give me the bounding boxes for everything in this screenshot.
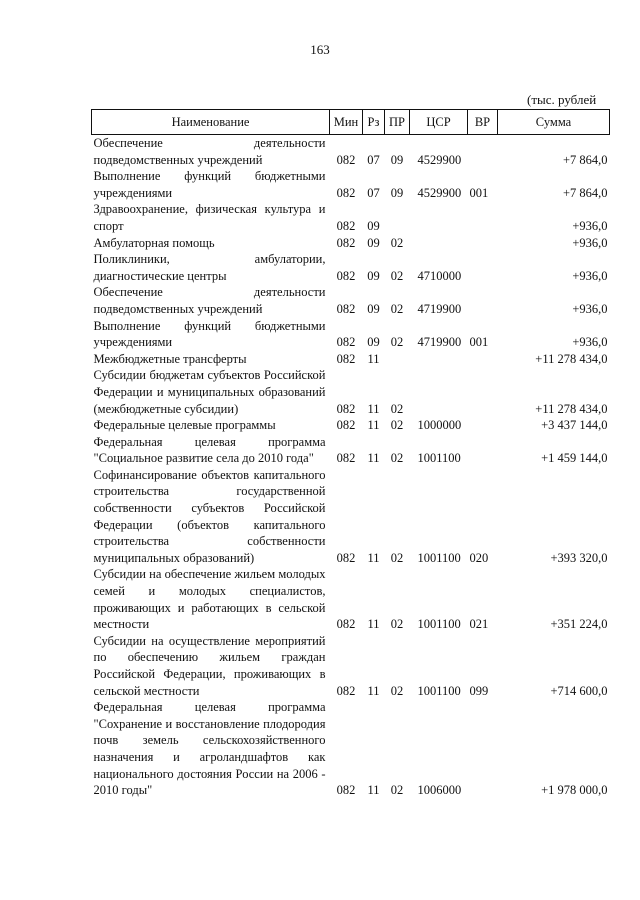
row-name: Субсидии бюджетам субъектов Российской Федерации и муниципальных образований (межбюджетные субсидии)	[93, 368, 326, 416]
table-row	[92, 467, 610, 567]
row-vr	[468, 284, 498, 317]
table-row	[92, 566, 610, 632]
header-vr: ВР	[468, 110, 498, 135]
row-csr: 4529900	[417, 185, 462, 200]
row-vr	[468, 351, 498, 368]
row-name: Выполнение функций бюджетными учреждениями	[93, 318, 326, 350]
row-name: Выполнение функций бюджетными учреждениями	[93, 169, 326, 200]
row-sum: +936,0	[572, 335, 608, 350]
row-rz: 11	[367, 351, 380, 366]
row-csr: 1001100	[417, 617, 461, 632]
row-pr: 09	[390, 185, 404, 200]
row-rz: 09	[367, 301, 380, 316]
row-name: Субсидии на обеспечение жильем молодых семей и молодых специалистов, проживающих и работающих в сельской местности	[93, 567, 326, 632]
table-row	[92, 434, 610, 467]
row-rz: 11	[367, 617, 380, 632]
table-row	[92, 633, 610, 699]
row-csr: 1001100	[417, 683, 461, 698]
row-sum: +936,0	[572, 235, 608, 250]
row-vr: 099	[469, 683, 489, 698]
row-sum: +11 278 434,0	[535, 351, 608, 366]
header-name: Наименование	[92, 110, 330, 135]
table-row	[92, 417, 610, 434]
row-pr: 02	[390, 418, 404, 433]
row-csr: 4719900	[417, 301, 462, 316]
row-sum: +936,0	[572, 218, 608, 233]
row-min: 082	[336, 617, 356, 632]
row-name: Межбюджетные трансферты	[93, 351, 247, 366]
row-rz: 11	[367, 550, 380, 565]
row-pr: 02	[390, 550, 404, 565]
row-csr: 1006000	[417, 783, 462, 798]
row-sum: +1 459 144,0	[541, 451, 608, 466]
row-vr	[468, 201, 498, 234]
row-name: Амбулаторная помощь	[93, 235, 215, 250]
row-min: 082	[336, 783, 356, 798]
header-csr: ЦСР	[410, 110, 468, 135]
row-sum: +7 864,0	[562, 185, 608, 200]
row-vr: 001	[469, 185, 489, 200]
row-rz: 11	[367, 683, 380, 698]
row-sum: +3 437 144,0	[541, 418, 608, 433]
table-body	[92, 135, 610, 799]
row-rz: 11	[367, 418, 380, 433]
page-number: 163	[310, 42, 330, 57]
row-pr: 02	[390, 451, 404, 466]
header-rz: Рз	[363, 110, 385, 135]
row-min: 082	[336, 683, 356, 698]
row-min: 082	[336, 218, 356, 233]
row-pr: 02	[390, 235, 404, 250]
row-sum: +1 978 000,0	[541, 783, 608, 798]
header-min: Мин	[330, 110, 363, 135]
table-row	[92, 135, 610, 169]
row-pr	[385, 351, 410, 368]
row-pr: 02	[390, 617, 404, 632]
row-pr: 02	[390, 401, 404, 416]
table-row	[92, 318, 610, 351]
table-header-row	[92, 110, 610, 135]
row-csr: 4719900	[417, 335, 462, 350]
budget-table	[91, 109, 610, 799]
row-vr	[468, 251, 498, 284]
row-name: Обеспечение деятельности подведомственных учреждений	[93, 285, 326, 316]
row-rz: 11	[367, 783, 380, 798]
row-vr: 020	[469, 550, 489, 565]
row-sum: +11 278 434,0	[535, 401, 608, 416]
row-sum: +936,0	[572, 301, 608, 316]
row-vr	[468, 699, 498, 799]
row-sum: +714 600,0	[550, 683, 608, 698]
row-csr: 1001100	[417, 451, 461, 466]
row-sum: +936,0	[572, 268, 608, 283]
row-min: 082	[336, 152, 356, 167]
row-name: Поликлиники, амбулатории, диагностические центры	[93, 252, 326, 283]
row-name: Федеральные целевые программы	[93, 418, 276, 433]
header-pr: ПР	[385, 110, 410, 135]
row-csr	[410, 201, 468, 234]
row-vr	[468, 434, 498, 467]
row-csr: 4529900	[417, 152, 462, 167]
row-rz: 11	[367, 401, 380, 416]
row-min: 082	[336, 268, 356, 283]
row-rz: 07	[367, 185, 380, 200]
row-rz: 09	[367, 268, 380, 283]
row-rz: 11	[367, 451, 380, 466]
row-vr	[468, 135, 498, 169]
table-row	[92, 699, 610, 799]
row-csr: 1001100	[417, 550, 461, 565]
row-name: Субсидии на осуществление мероприятий по обеспечению жильем граждан Российской Федерации, проживающих в сельской местности	[93, 633, 326, 698]
row-pr: 02	[390, 268, 404, 283]
row-sum: +393 320,0	[550, 550, 608, 565]
row-pr: 02	[390, 783, 404, 798]
row-pr: 02	[390, 335, 404, 350]
row-min: 082	[336, 550, 356, 565]
row-csr	[410, 367, 468, 417]
row-vr: 001	[469, 335, 489, 350]
row-vr	[468, 367, 498, 417]
row-name: Федеральная целевая программа "Социальное развитие села до 2010 года"	[93, 434, 326, 466]
row-vr: 021	[469, 617, 489, 632]
row-csr: 1000000	[417, 418, 462, 433]
row-vr	[468, 235, 498, 252]
header-sum: Сумма	[498, 110, 610, 135]
row-min: 082	[336, 235, 356, 250]
row-name: Здравоохранение, физическая культура и спорт	[93, 202, 326, 233]
row-min: 082	[336, 351, 356, 366]
table-row	[92, 201, 610, 234]
row-sum: +7 864,0	[562, 152, 608, 167]
row-csr: 4710000	[417, 268, 462, 283]
row-min: 082	[336, 418, 356, 433]
table-row	[92, 367, 610, 417]
row-min: 082	[336, 185, 356, 200]
units-note: (тыс. рублей	[527, 92, 597, 107]
row-csr	[410, 235, 468, 252]
row-rz: 09	[367, 218, 380, 233]
row-name: Федеральная целевая программа "Сохранение и восстановление плодородия почв земель сельскохозяйственного назначения и агроландшафтов как национального достояния России на 2006 - 2010 годы"	[93, 700, 326, 798]
row-min: 082	[336, 335, 356, 350]
row-pr: 02	[390, 301, 404, 316]
row-pr: 02	[390, 683, 404, 698]
row-pr: 09	[390, 152, 404, 167]
row-name: Софинансирование объектов капитального строительства государственной собственности субъектов Российской Федерации (объектов капитального строительства собственности муниципальных образований)	[93, 467, 326, 565]
row-pr	[385, 201, 410, 234]
table-row	[92, 284, 610, 317]
row-vr	[468, 417, 498, 434]
row-min: 082	[336, 301, 356, 316]
row-min: 082	[336, 401, 356, 416]
row-csr	[410, 351, 468, 368]
row-rz: 07	[367, 152, 380, 167]
table-row	[92, 168, 610, 201]
table-row	[92, 235, 610, 252]
table-row	[92, 251, 610, 284]
row-sum: +351 224,0	[550, 617, 608, 632]
row-name: Обеспечение деятельности подведомственных учреждений	[93, 136, 326, 167]
table-row	[92, 351, 610, 368]
row-min: 082	[336, 451, 356, 466]
row-rz: 09	[367, 335, 380, 350]
row-rz: 09	[367, 235, 380, 250]
